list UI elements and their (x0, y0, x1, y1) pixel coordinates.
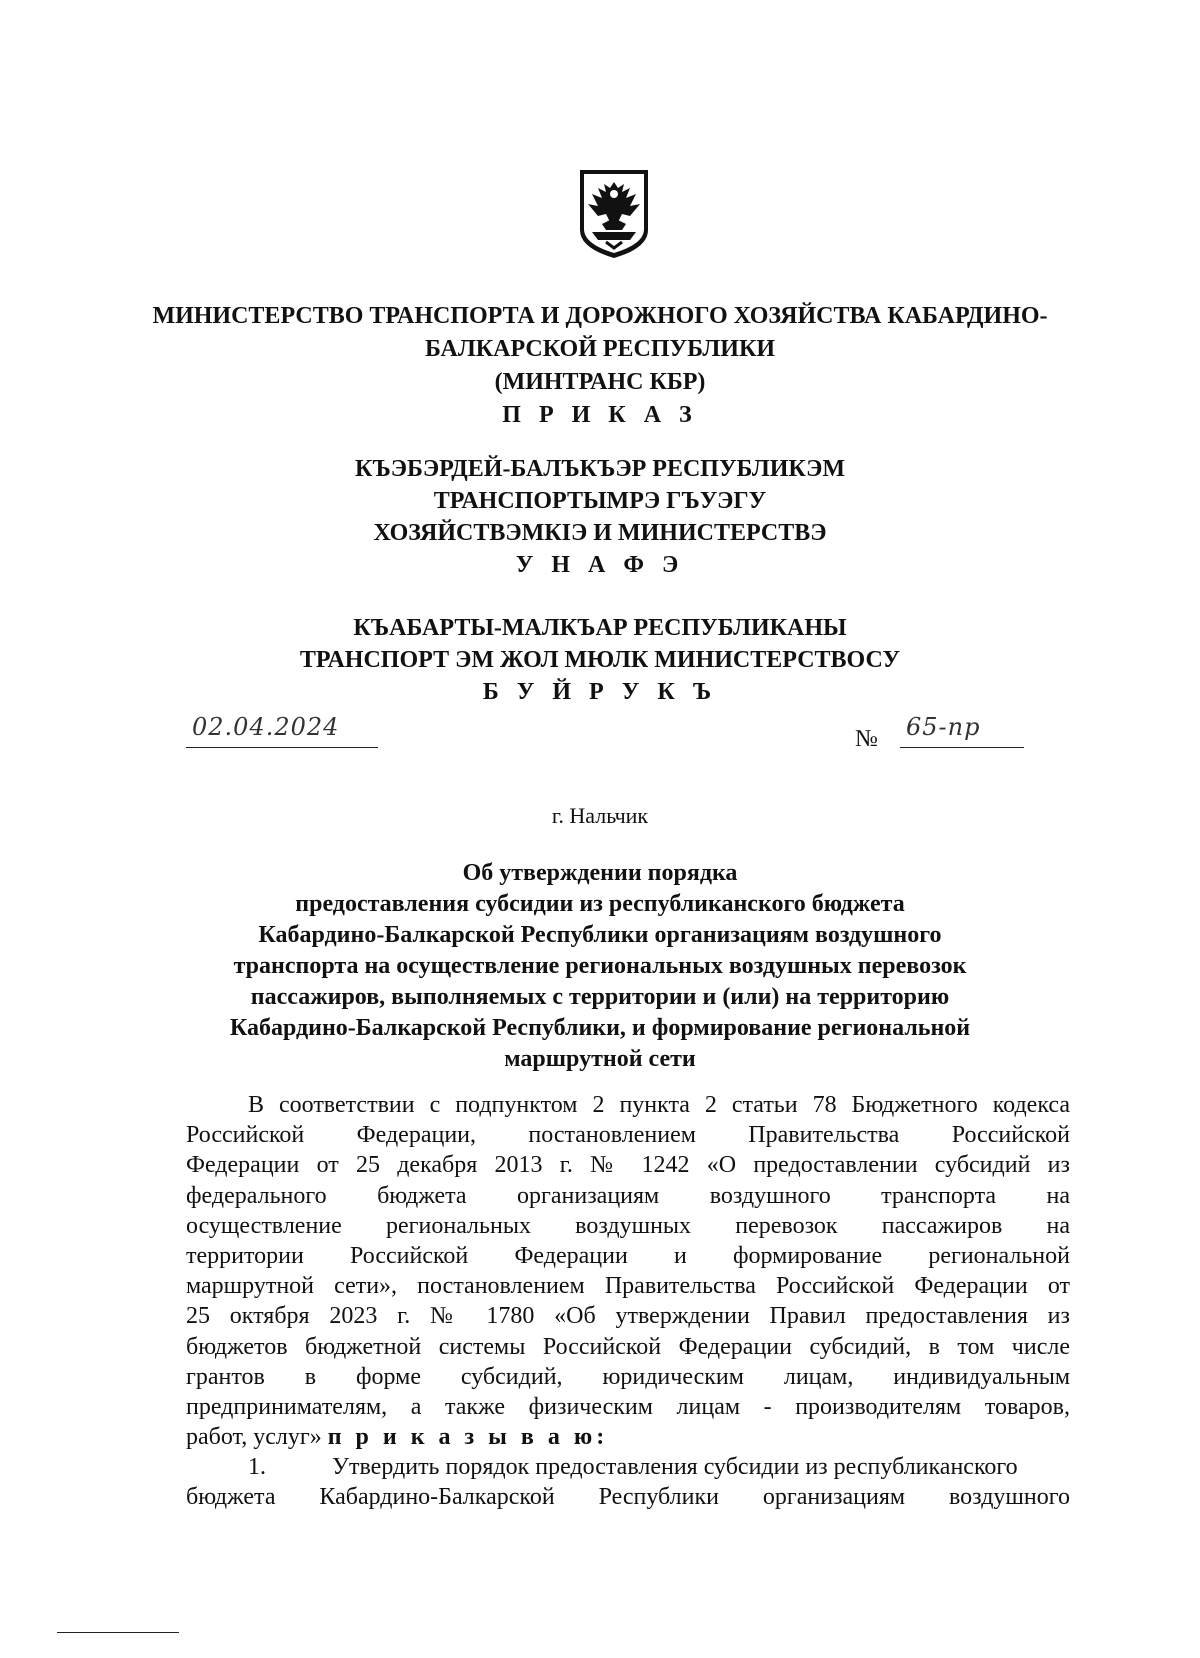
kabardian-line: ХОЗЯЙСТВЭМКIЭ И МИНИСТЕРСТВЭ (373, 520, 827, 546)
balkar-line: ТРАНСПОРТ ЭМ ЖОЛ МЮЛК МИНИСТЕРСТВОСУ (299, 647, 901, 673)
ministry-line: БАЛКАРСКОЙ РЕСПУБЛИКИ (424, 336, 776, 362)
kbr-coat-of-arms-icon (578, 168, 650, 260)
balkar-line: КЪАБАРТЫ-МАЛКЪАР РЕСПУБЛИКАНЫ (353, 615, 847, 641)
balkar-order-title: Б У Й Р У К Ъ (482, 679, 718, 705)
item-1-text: Утвердить порядок предоставления субсидии из республиканского (332, 1454, 1018, 1481)
ministry-header-balkar (0, 612, 1200, 708)
body-line: Федерации от 25 декабря 2013 г. № 1242 «О предоставлении субсидий из (186, 1152, 1070, 1179)
footnote-separator (57, 1632, 179, 1633)
number-field (900, 713, 1024, 748)
order-subject (0, 858, 1200, 1075)
kabardian-line: КЪЭБЭРДЕЙ-БАЛЪКЪЭР РЕСПУБЛИКЭМ (354, 456, 846, 482)
body-line: Российской Федерации, постановлением Правительства Российской (186, 1122, 1070, 1149)
subject-line: транспорта на осуществление региональных воздушных перевозок (233, 953, 967, 979)
subject-line: Кабардино-Балкарской Республики организациям воздушного (258, 922, 942, 948)
item-1-second-line: бюджета Кабардино-Балкарской Республики организациям воздушного (186, 1484, 1070, 1511)
subject-line: предоставления субсидии из республиканского бюджета (295, 891, 905, 917)
body-line: осуществление региональных воздушных перевозок пассажиров на (186, 1212, 1070, 1239)
body-line: 25 октября 2023 г. № 1780 «Об утверждении Правил предоставления из (186, 1303, 1070, 1330)
body-line: территории Российской Федерации и формирование региональной (186, 1242, 1070, 1269)
date-field (186, 713, 378, 748)
body-line: предпринимателям, а также физическим лицам - производителям товаров, (186, 1393, 1070, 1420)
body-line: грантов в форме субсидий, юридическим лицам, индивидуальным (186, 1363, 1070, 1390)
order-body (186, 1090, 1070, 1513)
body-line: бюджетов бюджетной системы Российской Федерации субсидий, в том числе (186, 1333, 1070, 1360)
ministry-header-kabardian (0, 453, 1200, 581)
city: г. Нальчик (551, 803, 649, 828)
body-line: В соответствии с подпунктом 2 пункта 2 статьи 78 Бюджетного кодекса (248, 1092, 1070, 1118)
body-line-last (186, 1422, 1070, 1452)
item-1-number: 1. (248, 1454, 266, 1481)
body-line: маршрутной сети», постановлением Правительства Российской Федерации от (186, 1273, 1070, 1300)
ministry-line: МИНИСТЕРСТВО ТРАНСПОРТА И ДОРОЖНОГО ХОЗЯЙСТВА КАБАРДИНО- (152, 303, 1048, 329)
subject-line: пассажиров, выполняемых с территории и (или) на территорию (250, 984, 950, 1010)
subject-line: Об утверждении порядка (462, 860, 738, 886)
subject-line: Кабардино-Балкарской Республики, и формирование региональной (229, 1015, 971, 1041)
ministry-line: (МИНТРАНС КБР) (494, 369, 706, 395)
order-word: п р и к а з ы в а ю: (327, 1424, 609, 1451)
kabardian-order-title: У Н А Ф Э (515, 552, 685, 578)
preamble-end: работ, услуг» (186, 1424, 322, 1451)
subject-line: маршрутной сети (504, 1046, 696, 1072)
item-1-first-line (186, 1452, 1070, 1482)
ministry-header-russian (0, 300, 1200, 432)
order-title: П Р И К А З (502, 402, 698, 428)
number-handwritten: 65-пр (906, 713, 981, 741)
body-line: федерального бюджета организациям воздушного транспорта на (186, 1182, 1070, 1209)
number-sign: № (855, 726, 878, 752)
date-handwritten: 02.04.2024 (192, 713, 340, 741)
kabardian-line: ТРАНСПОРТЫМРЭ ГЪУЭГУ (433, 488, 767, 514)
